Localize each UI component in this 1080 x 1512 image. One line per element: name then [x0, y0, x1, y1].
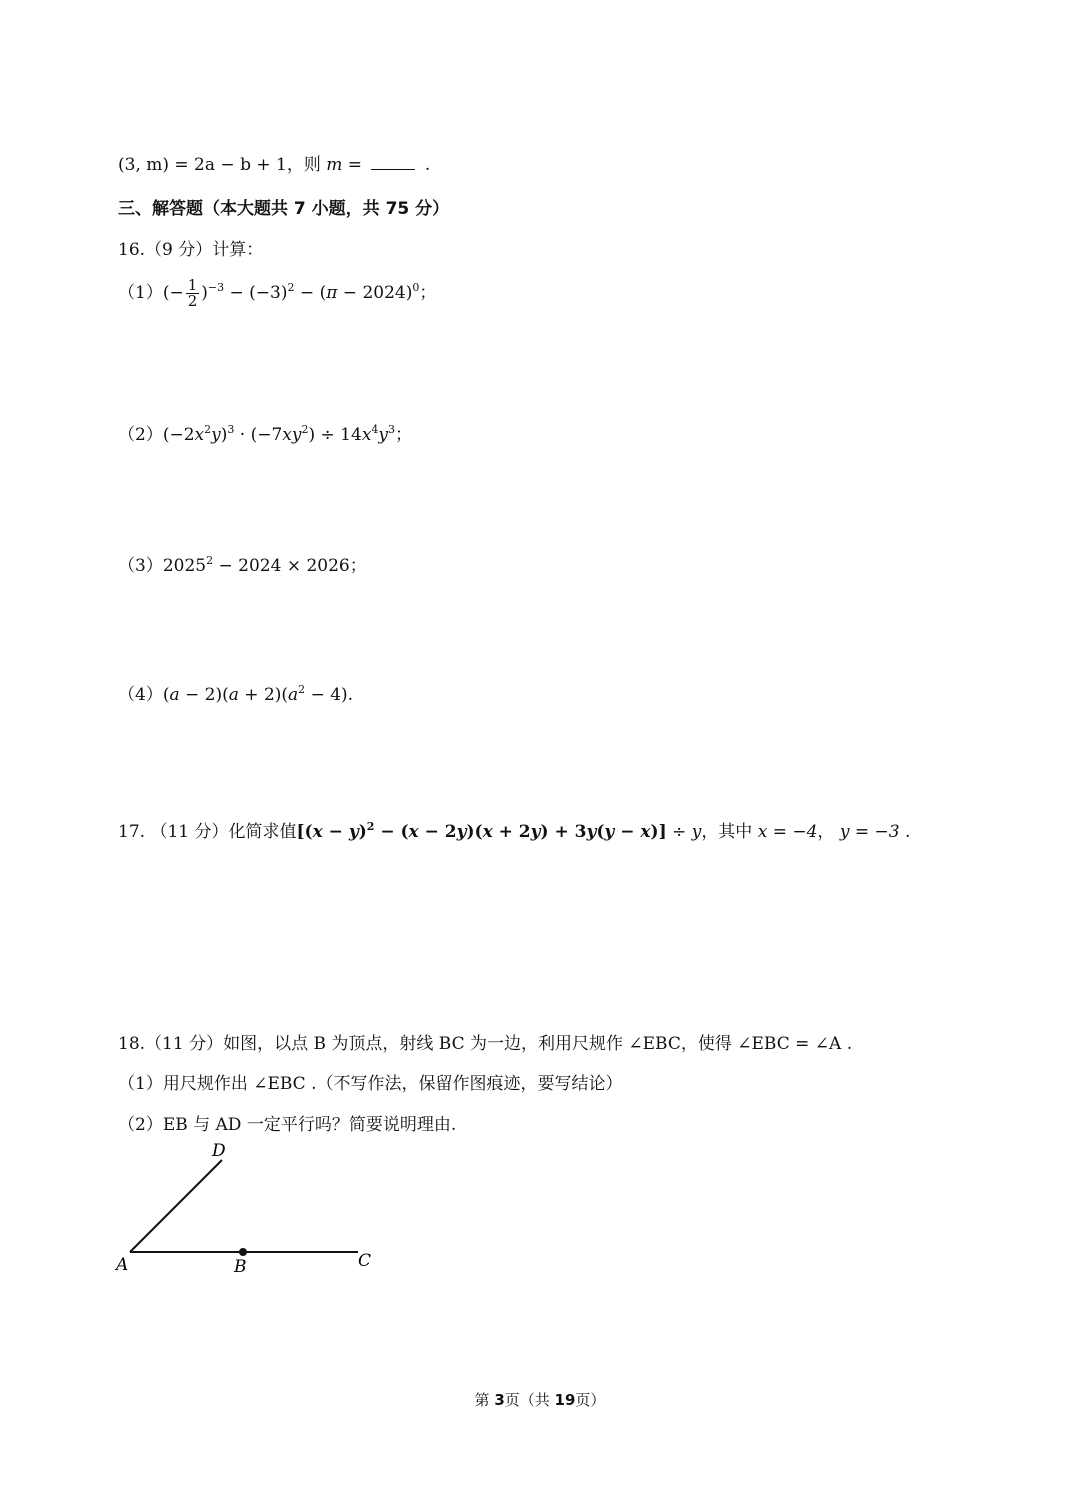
q15-equals: = — [342, 155, 363, 175]
fraction-half: $\frac{1}{2}$ — [187, 276, 198, 310]
q15-end: . — [419, 155, 431, 175]
q17-prefix: 17. （11 分）化简求值 — [118, 822, 297, 842]
q16-part1-tail: ； — [419, 283, 437, 303]
q17-end: . — [904, 822, 911, 842]
q15-expression: (3, m) = 2a − b + 1 — [118, 155, 287, 175]
q16-part2-label: （2） — [118, 425, 163, 445]
q16-stem: 16.（9 分）计算： — [118, 240, 264, 260]
footer-post: 页） — [575, 1391, 606, 1409]
q18-part2: （2）EB 与 AD 一定平行吗？简要说明理由. — [118, 1115, 457, 1135]
q16-part3-label: （3） — [118, 556, 163, 576]
q15-then: ，则 — [286, 155, 321, 175]
q17: 17. （11 分）化简求值$[(x - y)^2 - (x - 2y)(x + 2y) + 3y(y - x)] \div y$，其中 x = −4， y = −3 . — [118, 820, 911, 842]
q16-part1-label: （1） — [118, 283, 163, 303]
page-footer — [0, 1389, 1080, 1410]
q16-part4: $(4)(a - 2)(a + 2)(a^2 - 4)$. — [118, 683, 354, 705]
q17-y-value: y = −3 — [839, 822, 900, 842]
footer-page-number: 3 — [494, 1391, 505, 1409]
geometry-figure — [100, 1130, 400, 1280]
q18-part1: （1）用尺规作出 ∠EBC .（不写作法，保留作图痕迹，要写结论） — [118, 1074, 623, 1094]
q16-part1: （1）(− $\frac{1}{2}$ )$^{-3} - (-3)^2 - (\pi - 2024)^0$； — [118, 276, 437, 310]
q16-part4-label: （4） — [118, 685, 163, 705]
label-c: C — [358, 1251, 372, 1271]
footer-mid: 页（共 — [504, 1391, 555, 1409]
q15-answer-line — [118, 150, 430, 175]
footer-pre: 第 — [474, 1391, 495, 1409]
q16-part3: $(3)2025^2 - 2024 \times 2026$； — [118, 554, 367, 576]
footer-total-pages: 19 — [554, 1391, 576, 1409]
q17-x-value: x = −4 — [757, 822, 818, 842]
q16-part2: $(2)(-2x^2y)^3 \cdot (-7xy^2) \div 14x^4y^3$； — [118, 423, 413, 445]
q16-part4-tail: . — [347, 685, 354, 705]
q18-stem: 18.（11 分）如图，以点 B 为顶点，射线 BC 为一边，利用尺规作 ∠EBC，使得 ∠EBC = ∠A . — [118, 1034, 853, 1054]
label-d: D — [212, 1141, 226, 1161]
ray-ad — [130, 1160, 222, 1252]
q15-variable: m — [326, 155, 343, 175]
section-title: 三、解答题（本大题共 7 小题，共 75 分） — [118, 199, 450, 219]
q16-part2-tail: ； — [395, 425, 413, 445]
q16-part3-tail: ； — [349, 556, 367, 576]
label-b: B — [234, 1257, 247, 1277]
label-a: A — [116, 1255, 129, 1275]
q15-answer-blank[interactable] — [371, 155, 415, 170]
q17-where: ，其中 — [701, 822, 753, 842]
point-b — [239, 1248, 247, 1256]
